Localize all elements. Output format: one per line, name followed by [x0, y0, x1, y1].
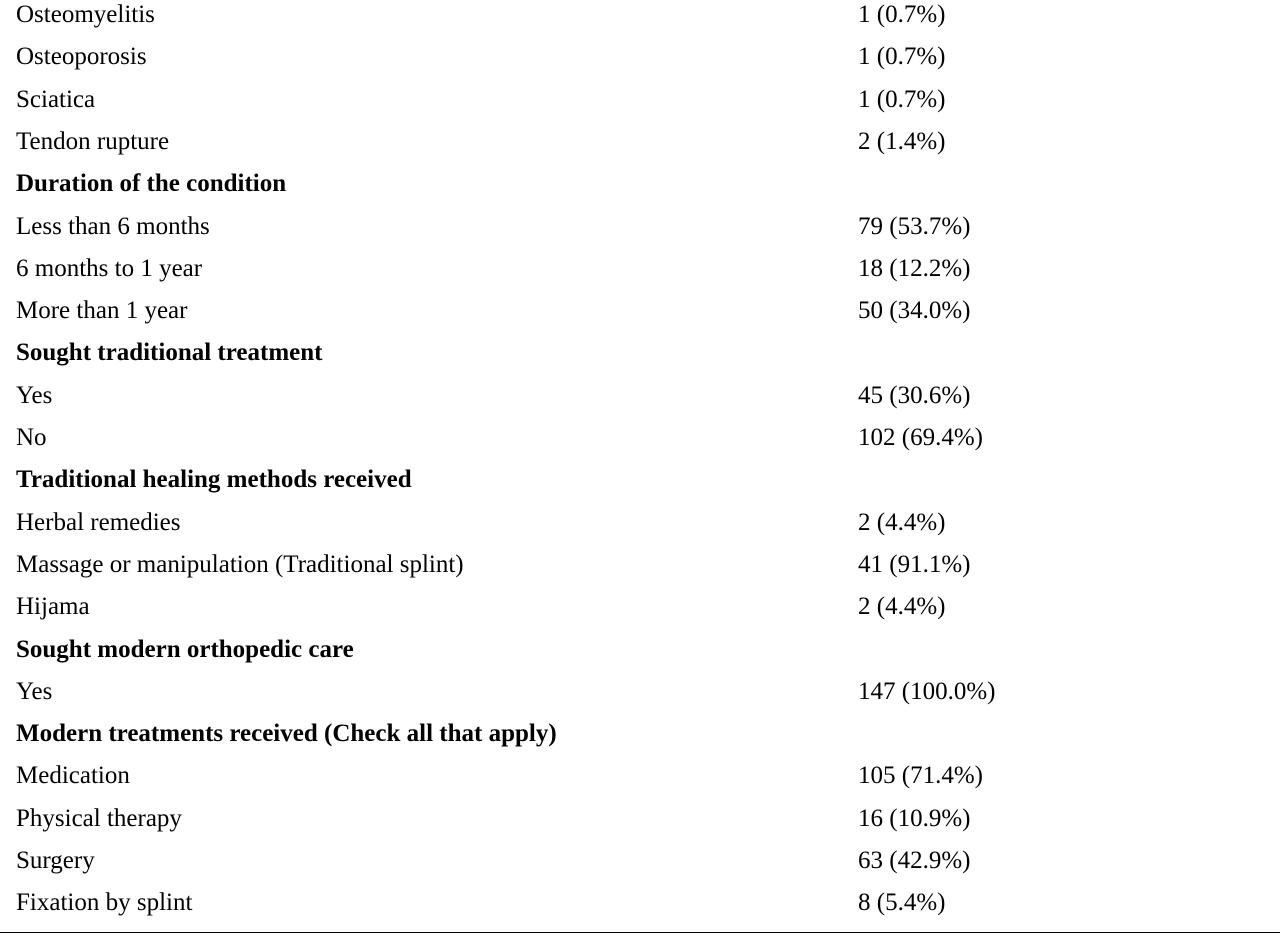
row-value: 1 (0.7%) [858, 43, 946, 71]
table-row [0, 592, 1280, 634]
row-value: 2 (4.4%) [858, 593, 946, 621]
section-heading: Traditional healing methods received [16, 466, 412, 494]
row-label: Medication [16, 762, 130, 790]
section-heading-row [0, 465, 1280, 507]
row-value: 1 (0.7%) [858, 1, 946, 28]
table-row [0, 85, 1280, 127]
row-label: Yes [16, 677, 53, 705]
row-label: More than 1 year [16, 297, 188, 325]
row-value: 1 (0.7%) [858, 85, 946, 113]
section-heading: Modern treatments received (Check all that apply) [16, 720, 557, 748]
row-value: 79 (53.7%) [858, 212, 971, 240]
section-heading: Sought modern orthopedic care [16, 635, 354, 663]
section-heading-row [0, 719, 1280, 761]
section-heading: Duration of the condition [16, 170, 287, 198]
row-value: 147 (100.0%) [858, 677, 996, 705]
section-heading-row [0, 169, 1280, 211]
row-value: 50 (34.0%) [858, 297, 971, 325]
row-label: Tendon rupture [16, 127, 170, 155]
table-row [0, 846, 1280, 888]
table-row [0, 212, 1280, 254]
row-value: 2 (1.4%) [858, 127, 946, 155]
row-value: 105 (71.4%) [858, 762, 983, 790]
table-row [0, 381, 1280, 423]
row-value: 45 (30.6%) [858, 381, 971, 409]
row-label: Yes [16, 381, 53, 409]
table-row [0, 296, 1280, 338]
row-label: Fixation by splint [16, 889, 193, 917]
row-label: Osteomyelitis [16, 1, 155, 28]
section-heading-row [0, 635, 1280, 677]
table-row [0, 508, 1280, 550]
table-row [0, 888, 1280, 930]
table-row [0, 804, 1280, 846]
row-label: Surgery [16, 847, 95, 874]
table-row [0, 127, 1280, 169]
table-row [0, 550, 1280, 592]
row-label: Less than 6 months [16, 212, 210, 240]
row-label: Hijama [16, 593, 90, 621]
row-value: 16 (10.9%) [858, 804, 971, 832]
row-value: 8 (5.4%) [858, 889, 946, 917]
table-row [0, 42, 1280, 84]
row-value: 18 (12.2%) [858, 254, 971, 282]
table-row [0, 254, 1280, 296]
row-label: Osteoporosis [16, 43, 147, 71]
row-value: 102 (69.4%) [858, 424, 983, 451]
row-label: No [16, 424, 47, 451]
row-value: 63 (42.9%) [858, 847, 971, 874]
row-label: Sciatica [16, 85, 96, 113]
row-label: 6 months to 1 year [16, 254, 203, 282]
table-bottom-rule [0, 932, 1280, 933]
row-label: Massage or manipulation (Traditional splint) [16, 550, 464, 578]
row-label: Herbal remedies [16, 508, 181, 536]
table-row [0, 423, 1280, 465]
row-value: 41 (91.1%) [858, 550, 971, 578]
table-row [0, 0, 1280, 42]
section-heading-row [0, 338, 1280, 380]
table-row [0, 761, 1280, 803]
section-heading: Sought traditional treatment [16, 339, 323, 367]
row-label: Physical therapy [16, 804, 182, 832]
row-value: 2 (4.4%) [858, 508, 946, 536]
table-row [0, 677, 1280, 719]
